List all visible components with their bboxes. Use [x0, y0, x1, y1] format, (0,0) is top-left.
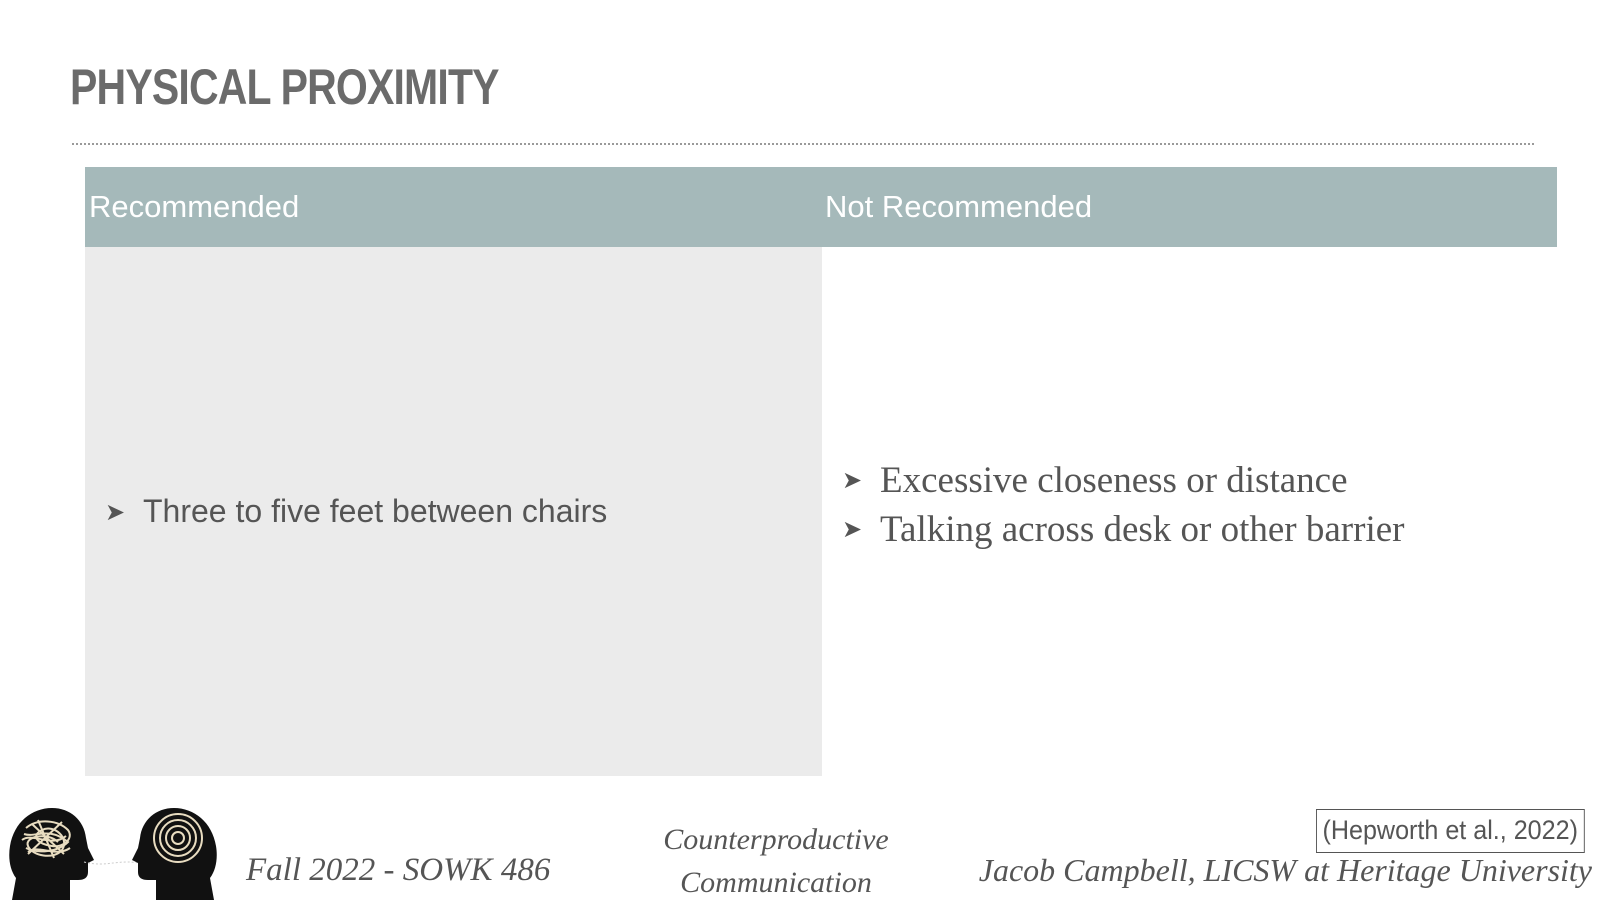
recommended-column: [85, 247, 822, 776]
not-recommended-item-text: Excessive closeness or distance: [880, 459, 1348, 501]
footer-topic: [620, 818, 932, 900]
footer-topic-line1: Counterproductive: [663, 823, 889, 856]
footer-author: Jacob Campbell, LICSW at Heritage University: [978, 852, 1592, 888]
arrow-bullet-icon: ➤: [842, 515, 863, 543]
comparison-table: [85, 167, 1557, 776]
title-divider: [72, 143, 1534, 145]
list-item: [842, 456, 1557, 505]
two-heads-logo-icon: [8, 808, 220, 900]
list-item: [842, 505, 1557, 554]
arrow-bullet-icon: ➤: [842, 466, 863, 494]
header-not-recommended: Not Recommended: [825, 189, 1093, 224]
footer-topic-line2: Communication: [680, 866, 872, 899]
table-header: [85, 167, 1557, 247]
recommended-item-text: Three to five feet between chairs: [143, 493, 608, 529]
list-item: [105, 493, 822, 530]
citation-box: (Hepworth et al., 2022): [1316, 809, 1584, 853]
header-recommended: Recommended: [89, 189, 300, 224]
not-recommended-column: [822, 247, 1557, 776]
arrow-bullet-icon: ➤: [105, 497, 126, 526]
slide-title: PHYSICAL PROXIMITY: [70, 59, 499, 115]
not-recommended-item-text: Talking across desk or other barrier: [880, 508, 1405, 550]
footer-course: Fall 2022 - SOWK 486: [246, 852, 551, 888]
